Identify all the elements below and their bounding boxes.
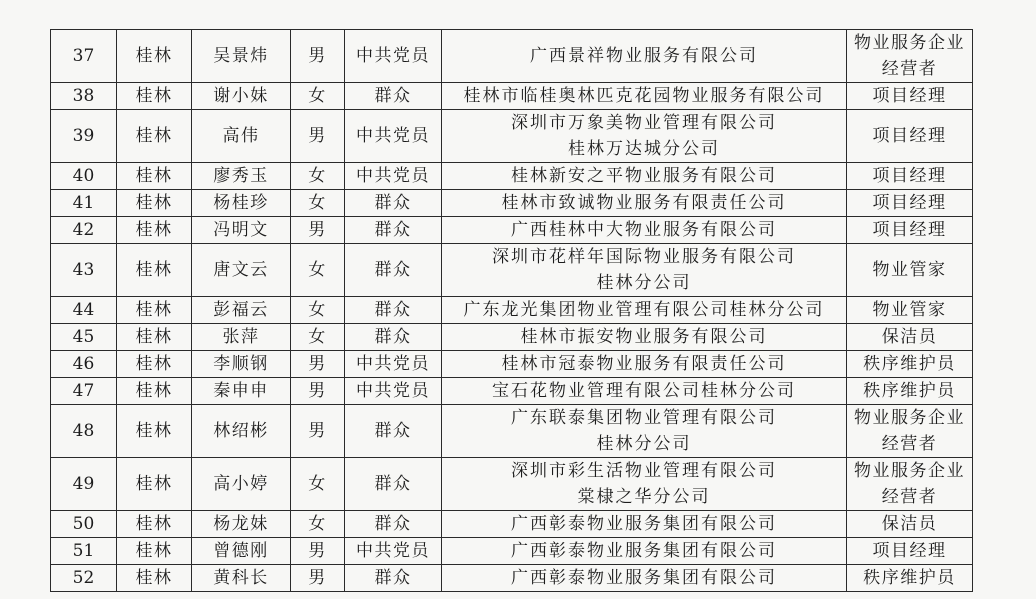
city-cell: 桂林	[117, 538, 192, 565]
serial-number-cell: 49	[51, 458, 117, 511]
table-row	[51, 217, 973, 244]
position-line: 物业管家	[872, 300, 947, 320]
political-status-cell: 群众	[345, 324, 442, 351]
name-cell: 高伟	[192, 110, 291, 163]
gender-cell: 男	[291, 405, 345, 458]
position-line: 项目经理	[872, 166, 947, 186]
position-cell	[847, 378, 973, 405]
city-cell: 桂林	[117, 511, 192, 538]
company-line: 广西彰泰物业服务集团有限公司	[511, 568, 777, 588]
company-cell	[442, 511, 847, 538]
company-line: 广西彰泰物业服务集团有限公司	[511, 541, 777, 561]
serial-number-cell: 41	[51, 190, 117, 217]
company-cell	[442, 538, 847, 565]
political-status-cell: 群众	[345, 217, 442, 244]
gender-cell: 男	[291, 538, 345, 565]
political-status-cell: 群众	[345, 511, 442, 538]
company-line: 深圳市彩生活物业管理有限公司	[511, 461, 777, 481]
company-cell	[442, 217, 847, 244]
name-cell: 廖秀玉	[192, 163, 291, 190]
city-cell: 桂林	[117, 458, 192, 511]
table-row	[51, 351, 973, 378]
company-line: 桂林分公司	[596, 434, 692, 454]
position-cell	[847, 163, 973, 190]
political-status-cell: 中共党员	[345, 30, 442, 83]
gender-cell: 男	[291, 30, 345, 83]
position-line: 项目经理	[872, 126, 947, 146]
company-line: 桂林市振安物业服务有限公司	[520, 327, 768, 347]
city-cell: 桂林	[117, 351, 192, 378]
gender-cell: 男	[291, 110, 345, 163]
company-cell	[442, 405, 847, 458]
company-line: 桂林市致诚物业服务有限责任公司	[501, 193, 787, 213]
gender-cell: 男	[291, 565, 345, 592]
position-cell	[847, 458, 973, 511]
company-line: 广东龙光集团物业管理有限公司桂林分公司	[463, 300, 825, 320]
political-status-cell: 群众	[345, 244, 442, 297]
position-line: 项目经理	[872, 193, 947, 213]
awardee-table	[50, 29, 973, 592]
serial-number-cell: 46	[51, 351, 117, 378]
table-row	[51, 538, 973, 565]
table-row	[51, 511, 973, 538]
name-cell: 林绍彬	[192, 405, 291, 458]
position-line: 秩序维护员	[863, 381, 956, 401]
gender-cell: 女	[291, 297, 345, 324]
serial-number-cell: 47	[51, 378, 117, 405]
company-line: 桂林市冠泰物业服务有限责任公司	[501, 354, 787, 374]
serial-number-cell: 39	[51, 110, 117, 163]
political-status-cell: 群众	[345, 458, 442, 511]
position-line: 物业服务企业	[854, 461, 965, 481]
position-cell	[847, 83, 973, 110]
position-line: 经营者	[881, 434, 938, 454]
company-cell	[442, 297, 847, 324]
position-line: 项目经理	[872, 541, 947, 561]
political-status-cell: 群众	[345, 83, 442, 110]
name-cell: 彭福云	[192, 297, 291, 324]
position-cell	[847, 217, 973, 244]
serial-number-cell: 38	[51, 83, 117, 110]
company-cell	[442, 565, 847, 592]
position-line: 物业服务企业	[854, 33, 965, 53]
political-status-cell: 中共党员	[345, 351, 442, 378]
company-line: 广西桂林中大物业服务有限公司	[511, 220, 777, 240]
political-status-cell: 群众	[345, 297, 442, 324]
name-cell: 杨桂珍	[192, 190, 291, 217]
table-row	[51, 378, 973, 405]
name-cell: 曾德刚	[192, 538, 291, 565]
company-line: 桂林新安之平物业服务有限公司	[511, 166, 777, 186]
city-cell: 桂林	[117, 405, 192, 458]
company-line: 桂林万达城分公司	[568, 139, 720, 159]
position-cell	[847, 30, 973, 83]
position-cell	[847, 511, 973, 538]
company-line: 宝石花物业管理有限公司桂林分公司	[492, 381, 796, 401]
company-cell	[442, 244, 847, 297]
city-cell: 桂林	[117, 83, 192, 110]
company-cell	[442, 30, 847, 83]
table-row	[51, 83, 973, 110]
city-cell: 桂林	[117, 244, 192, 297]
company-line: 广东联泰集团物业管理有限公司	[511, 408, 777, 428]
name-cell: 黄科长	[192, 565, 291, 592]
serial-number-cell: 43	[51, 244, 117, 297]
company-cell	[442, 351, 847, 378]
serial-number-cell: 44	[51, 297, 117, 324]
table-body	[51, 30, 973, 592]
company-cell	[442, 163, 847, 190]
position-line: 保洁员	[881, 327, 938, 347]
serial-number-cell: 42	[51, 217, 117, 244]
position-line: 秩序维护员	[863, 568, 956, 588]
political-status-cell: 中共党员	[345, 378, 442, 405]
gender-cell: 女	[291, 244, 345, 297]
political-status-cell: 中共党员	[345, 538, 442, 565]
table-row	[51, 324, 973, 351]
city-cell: 桂林	[117, 297, 192, 324]
company-line: 广西彰泰物业服务集团有限公司	[511, 514, 777, 534]
position-cell	[847, 190, 973, 217]
name-cell: 谢小妹	[192, 83, 291, 110]
political-status-cell: 群众	[345, 565, 442, 592]
table-row	[51, 565, 973, 592]
city-cell: 桂林	[117, 30, 192, 83]
political-status-cell: 群众	[345, 190, 442, 217]
position-cell	[847, 538, 973, 565]
table-row	[51, 405, 973, 458]
political-status-cell: 群众	[345, 405, 442, 458]
table-row	[51, 297, 973, 324]
company-line: 桂林分公司	[596, 273, 692, 293]
serial-number-cell: 50	[51, 511, 117, 538]
position-line: 保洁员	[881, 514, 938, 534]
gender-cell: 女	[291, 83, 345, 110]
serial-number-cell: 45	[51, 324, 117, 351]
name-cell: 冯明文	[192, 217, 291, 244]
position-cell	[847, 110, 973, 163]
gender-cell: 女	[291, 458, 345, 511]
company-cell	[442, 458, 847, 511]
position-line: 秩序维护员	[863, 354, 956, 374]
gender-cell: 男	[291, 351, 345, 378]
name-cell: 秦申申	[192, 378, 291, 405]
gender-cell: 女	[291, 190, 345, 217]
city-cell: 桂林	[117, 378, 192, 405]
city-cell: 桂林	[117, 565, 192, 592]
table-row	[51, 458, 973, 511]
name-cell: 高小婷	[192, 458, 291, 511]
city-cell: 桂林	[117, 110, 192, 163]
company-cell	[442, 83, 847, 110]
company-cell	[442, 324, 847, 351]
company-cell	[442, 110, 847, 163]
political-status-cell: 中共党员	[345, 110, 442, 163]
table-row	[51, 190, 973, 217]
company-line: 棠棣之华分公司	[577, 487, 711, 507]
city-cell: 桂林	[117, 190, 192, 217]
serial-number-cell: 37	[51, 30, 117, 83]
serial-number-cell: 52	[51, 565, 117, 592]
city-cell: 桂林	[117, 324, 192, 351]
position-line: 经营者	[881, 487, 938, 507]
company-cell	[442, 378, 847, 405]
serial-number-cell: 51	[51, 538, 117, 565]
name-cell: 唐文云	[192, 244, 291, 297]
gender-cell: 男	[291, 378, 345, 405]
serial-number-cell: 48	[51, 405, 117, 458]
position-line: 经营者	[881, 59, 938, 79]
company-cell	[442, 190, 847, 217]
gender-cell: 女	[291, 324, 345, 351]
position-cell	[847, 324, 973, 351]
city-cell: 桂林	[117, 163, 192, 190]
serial-number-cell: 40	[51, 163, 117, 190]
table-row	[51, 110, 973, 163]
political-status-cell: 中共党员	[345, 163, 442, 190]
name-cell: 杨龙妹	[192, 511, 291, 538]
table-row	[51, 30, 973, 83]
position-line: 项目经理	[872, 86, 947, 106]
table-row	[51, 163, 973, 190]
position-cell	[847, 351, 973, 378]
position-line: 项目经理	[872, 220, 947, 240]
gender-cell: 女	[291, 511, 345, 538]
position-line: 物业管家	[872, 260, 947, 280]
company-line: 广西景祥物业服务有限公司	[530, 46, 758, 66]
gender-cell: 男	[291, 217, 345, 244]
position-cell	[847, 297, 973, 324]
name-cell: 吴景炜	[192, 30, 291, 83]
name-cell: 张萍	[192, 324, 291, 351]
company-line: 桂林市临桂奥林匹克花园物业服务有限公司	[463, 86, 825, 106]
gender-cell: 女	[291, 163, 345, 190]
company-line: 深圳市花样年国际物业服务有限公司	[492, 247, 796, 267]
position-cell	[847, 565, 973, 592]
table-row	[51, 244, 973, 297]
position-cell	[847, 244, 973, 297]
company-line: 深圳市万象美物业管理有限公司	[511, 113, 777, 133]
city-cell: 桂林	[117, 217, 192, 244]
name-cell: 李顺钢	[192, 351, 291, 378]
position-line: 物业服务企业	[854, 408, 965, 428]
position-cell	[847, 405, 973, 458]
